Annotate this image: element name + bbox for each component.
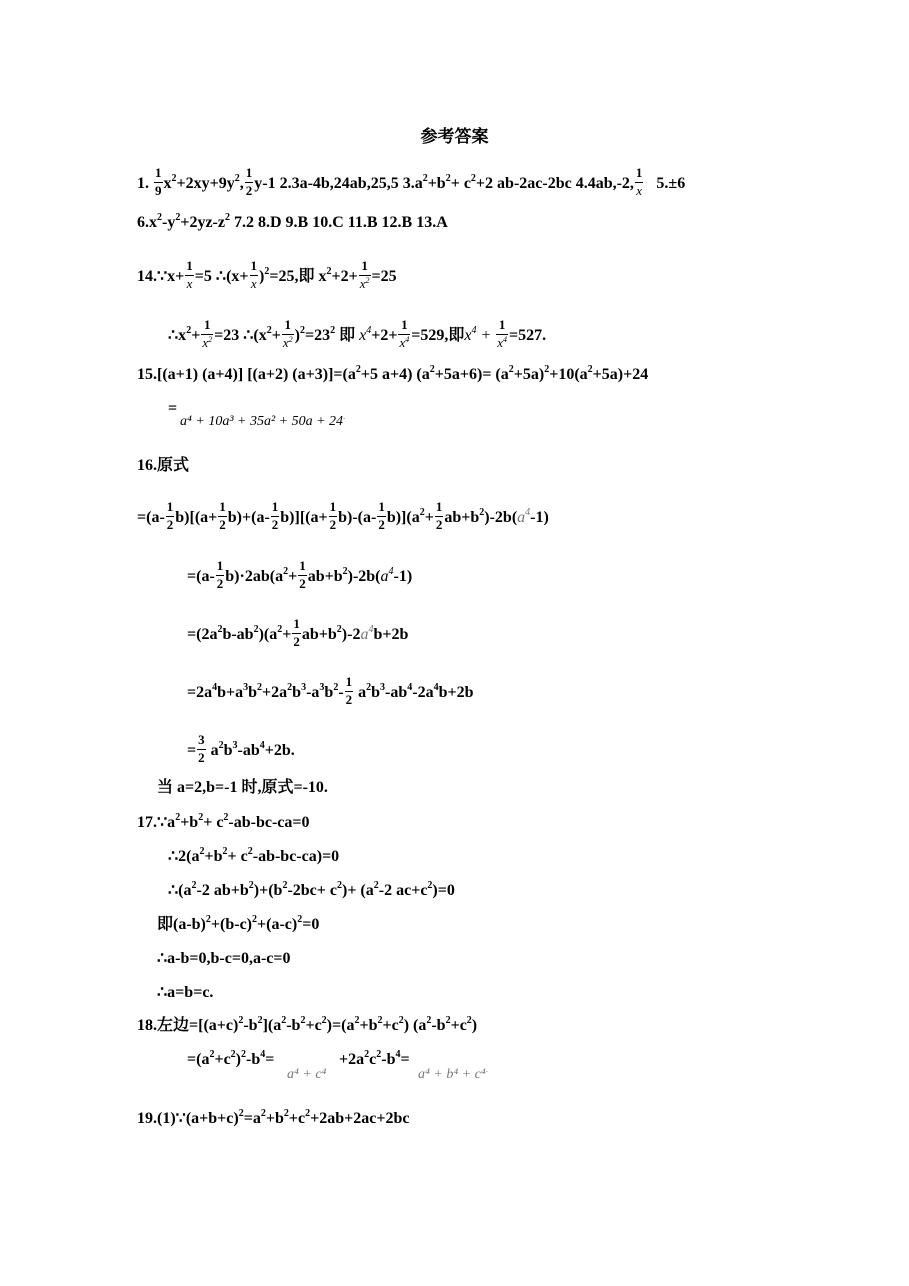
answer-18-math-2: a⁴ + b⁴ + c⁴.: [418, 1064, 488, 1082]
answer-17-line-1: $17.\because a^2+b^2+ c^2-ab-bc-ca=0$: [137, 812, 310, 831]
answer-19-line-1: $19.(1)\because(a+b+c)^2=a^2+b^2+c^2+2ab+2ac+2bc$: [137, 1108, 410, 1127]
answer-line-1-5: 1. $\frac{1}{9}$ $x^2+2xy+9y^2$, $\frac{1}{2}$ y-1 2.3a-4b,24ab,25,5 $3.a^2+b^2+ c^2+2$ ab-2ac-2bc 4.4ab,-2, $\frac{1}{x}$ 5.±6: [137, 165, 686, 198]
answer-14-line-1: 14.∵x+ $\frac{1}{x}$ =5 ∴(x+ $\frac{1}{x}$ )$^2$=25,即 $x^2+2+$ $\frac{1}{x^2}$ =25: [137, 258, 397, 291]
answer-17-line-4: 即$(a-b)^2+(b-c)^2+(a-c)^2=0$: [157, 914, 320, 933]
answer-line-6-13: $6.x^2-y^2+2yz-z^2$ 7.2 8.D 9.B 10.C 11.B 12.B 13.A: [137, 212, 448, 231]
answer-14-line-2: $\therefore x^2+$ $\frac{1}{x^2}$ =23 $\therefore(x^2+$ $\frac{1}{x^2}$ )$^2=23^2$ 即 $x^4+2+$ $\frac{1}{x^4}$ =529,即$x^4$ + $\frac{1}{x^4}$ =527.: [168, 317, 547, 350]
answer-16-line-6: 当 a=2,b=-1 时,原式=-10.: [157, 779, 328, 796]
fraction-one-half: $\frac{1}{2}$: [245, 165, 253, 198]
answer-15-line-2: a⁴ + 10a³ + 35a² + 50a + 24.: [180, 411, 346, 429]
answer-18-line-2b: $+2a^2c^2-b^4=$: [339, 1049, 410, 1068]
answer-16-line-4: $=2a^4b+a^3b^2+2a^2b^3-a^3b^2-$ $\frac{1}{2}$ $a^2b^3-ab^4-2a^4b+2b$: [187, 674, 474, 707]
answer-18-line-1: 18.左边$=[(a+c)^2-b^2](a^2-b^2+c^2)=(a^2+b^2+c^2)$ $(a^2-b^2+c^2)$: [137, 1015, 478, 1034]
answer-17-line-5: ∴a-b=0,b-c=0,a-c=0: [157, 950, 291, 967]
answer-17-line-6: ∴a=b=c.: [157, 984, 214, 1001]
answer-16-line-1: =(a- $\frac{1}{2}$ b)[(a+ $\frac{1}{2}$ b)+(a- $\frac{1}{2}$ b)][(a+ $\frac{1}{2}$ b)-(a- $\frac{1}{2}$ $b)](a^2+$ $\frac{1}{2}$ $ab+b^2)-2b(a^4-1)$: [137, 499, 549, 532]
answer-17-line-3: $\therefore(a^2-2$ $ab+b^2)+(b^2-2bc+ c^2)+ (a^2-2$ $ac+c^2)=0$: [168, 880, 455, 899]
fraction-one-over-x: $\frac{1}{x}$: [635, 165, 643, 198]
answer-16-line-3: $=(2a^2b-ab^2)(a^2+$ $\frac{1}{2}$ $ab+b^2)-2a^4b+2b$: [187, 616, 409, 649]
page-title: 参考答案: [420, 127, 489, 146]
answer-17-line-2: $\therefore 2(a^2+b^2+ c^2-ab-bc-ca)=0$: [168, 846, 340, 865]
answer-16-line-2: =(a- $\frac{1}{2}$ $b)\cdot 2ab(a^2+$ $\frac{1}{2}$ $ab+b^2)-2b(a^4-1)$: [187, 558, 413, 591]
answer-15-eq: =: [168, 400, 178, 417]
answer-18-math-1: a⁴ + c⁴: [287, 1067, 327, 1082]
fraction-one-ninth: $\frac{1}{9}$: [155, 165, 162, 198]
answer-15-line-1: 15.[(a+1) (a+4)] [(a+2) $(a+3)]=(a^2+5$ a+4) $(a^2+5a+6)= (a^2+5a)^2+10(a^2+5a)+24$: [137, 364, 649, 383]
answer-16-line-5: = $\frac{3}{2}$ $a^2b^3-ab^4+2b$.: [187, 732, 295, 765]
answer-16-head: 16.原式: [137, 457, 190, 474]
answer-18-line-2: $=(a^2+c^2)^2-b^4=$: [187, 1049, 275, 1068]
